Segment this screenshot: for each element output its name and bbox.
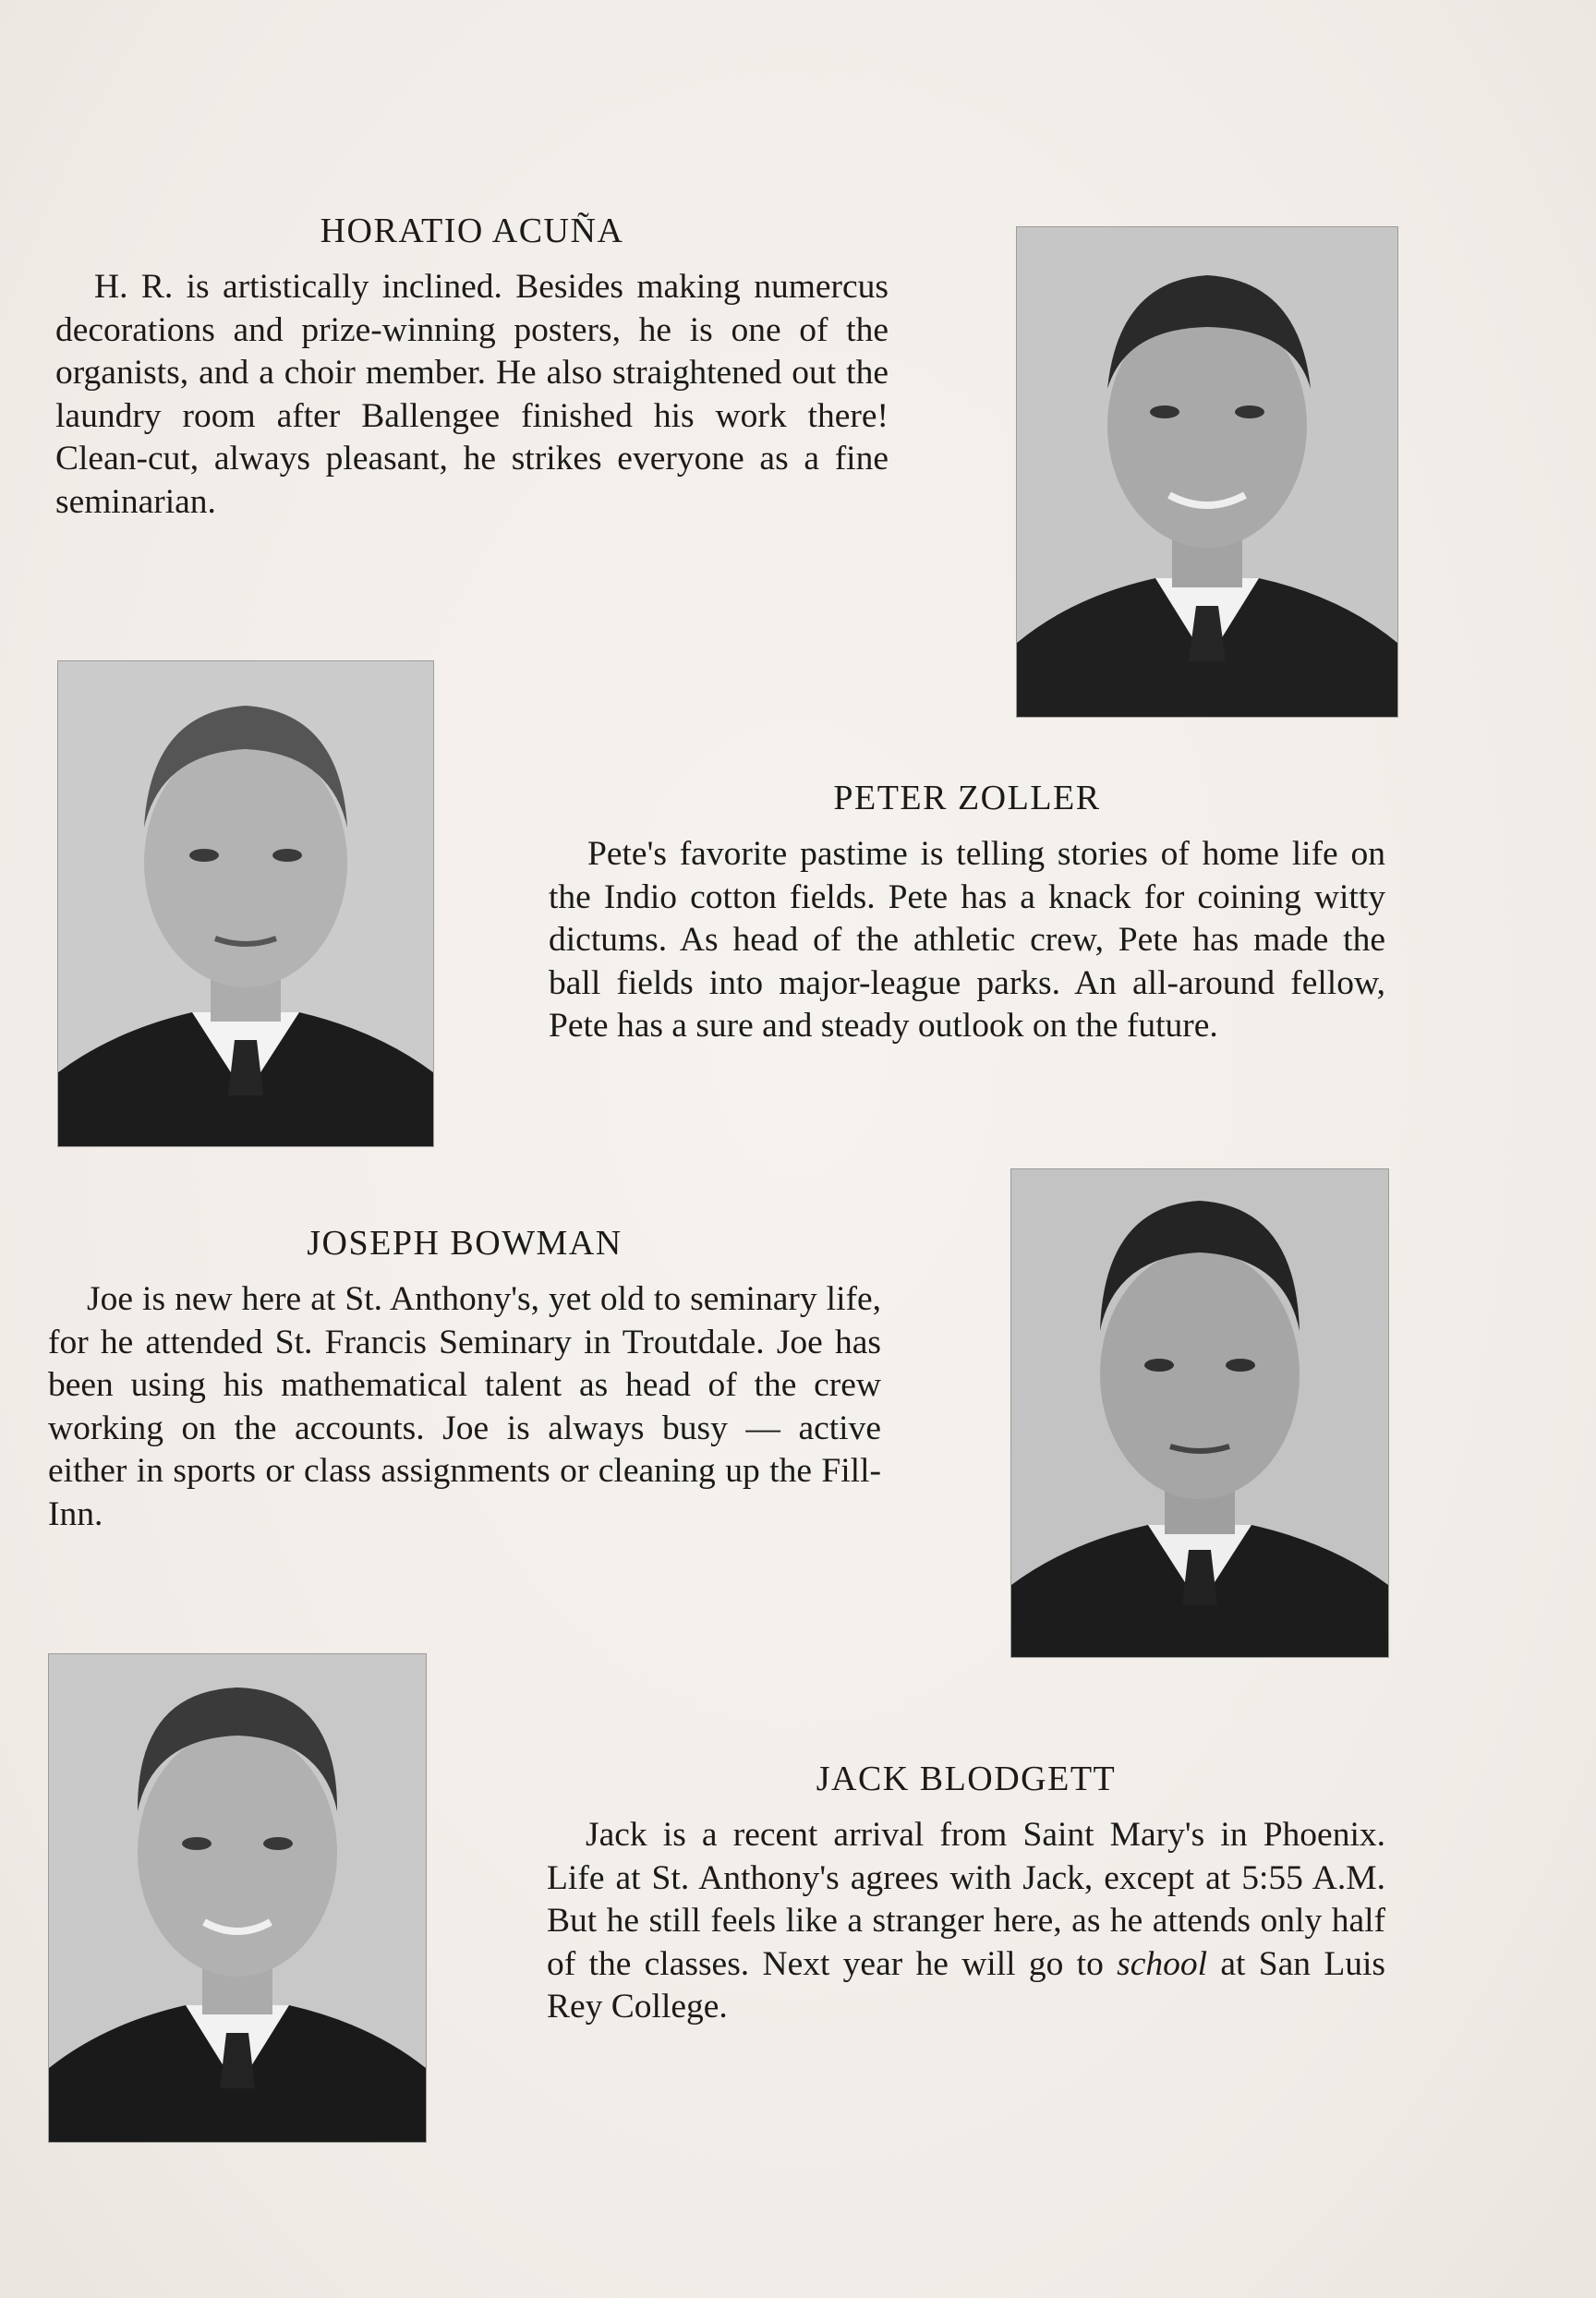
student-bio: H. R. is artistically inclined. Besides making numercus decorations and prize-winning posters, he is one of the organists, and a choir member. He also straightened out the laundry room after Ballengee finished his work there! Clean-cut, always pleasant, he strikes everyone as a fine seminarian. (55, 268, 889, 521)
entry-jack-blodgett (547, 1759, 1385, 2029)
portrait-photo-jack-blodgett (48, 1653, 427, 2143)
portrait-photo-joseph-bowman (1010, 1168, 1389, 1658)
student-bio: Joe is new here at St. Anthony's, yet old to seminary life, for he attended St. Francis Seminary in Troutdale. Joe has been using his mathematical talent as head of the crew working on the accounts. Joe is always busy — active either in sports or class assignments or cleaning up the Fill-Inn. (48, 1280, 881, 1533)
portrait-photo-horatio-acuna (1016, 226, 1398, 718)
student-name: JOSEPH BOWMAN (307, 1224, 623, 1263)
student-name: PETER ZOLLER (833, 779, 1101, 817)
student-name: JACK BLODGETT (816, 1760, 1117, 1798)
entry-peter-zoller (549, 778, 1385, 1048)
portrait-photo-peter-zoller (57, 660, 434, 1147)
student-name: HORATIO ACUÑA (320, 212, 624, 250)
bio-text-start: Jack is a recent arrival from Saint Mary's in Phoenix. Life at St. Anthony's agrees with Jack, except at 5:55 A.M. But he still feels like a stranger here, as he attends only half of the classes. Next year he will go to (547, 1816, 1385, 1983)
entry-joseph-bowman (48, 1223, 881, 1536)
bio-italic-word: school (1117, 1944, 1208, 1983)
entry-horatio-acuna (55, 211, 889, 524)
student-bio: Pete's favorite pastime is telling stories of home life on the Indio cotton fields. Pete has a knack for coining witty dictums. As head of the athletic crew, Pete has made the ball fields into major-league parks. An all-around fellow, Pete has a sure and steady outlook on the future. (549, 835, 1385, 1045)
student-bio (547, 1814, 1385, 2029)
bio-text-end: at San Luis Rey College. (547, 1944, 1385, 2026)
